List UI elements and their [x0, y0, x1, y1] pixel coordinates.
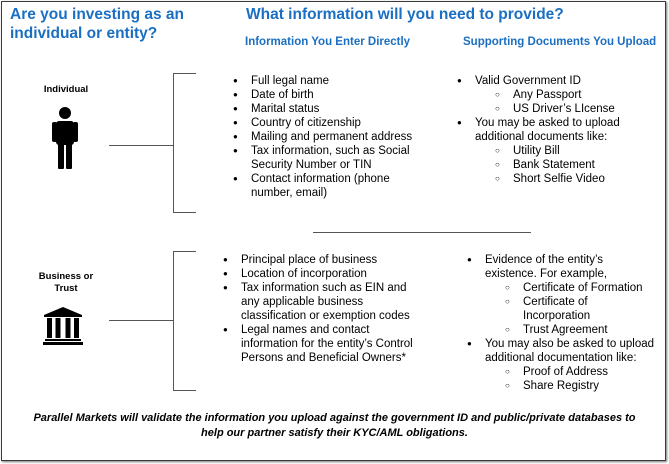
list-item — [467, 337, 657, 393]
sub-list-item: ○ US Driver’s LIcense — [475, 102, 647, 116]
individual-label: Individual — [43, 84, 89, 95]
list-item-text: You may be asked to upload additional documents like: — [475, 117, 620, 143]
list-item-text: Valid Government ID — [475, 75, 581, 87]
individual-bracket-top — [173, 73, 196, 74]
list-item — [457, 116, 647, 186]
list-item: ● Tax information such as EIN and any applicable business classification or exemption codes — [223, 281, 413, 323]
list-item: ● Full legal name — [233, 74, 418, 88]
business-upload-list — [467, 253, 657, 393]
sub-list — [485, 365, 657, 393]
list-item: ● Marital status — [233, 102, 418, 116]
list-item: ● Mailing and permanent address — [233, 130, 418, 144]
individual-upload-list — [457, 74, 647, 186]
sub-list-item: ○ Short Selfie Video — [475, 172, 647, 186]
column-heading-enter: Information You Enter Directly — [245, 36, 411, 48]
list-item — [467, 253, 657, 337]
business-bracket-top — [173, 251, 196, 252]
left-heading: Are you investing as an individual or entity? — [10, 6, 184, 42]
sub-list-item: ○ Any Passport — [475, 88, 647, 102]
list-item: ● Tax information, such as Social Security Number or TIN — [233, 144, 418, 172]
business-connector — [109, 320, 173, 321]
section-divider — [313, 232, 531, 233]
list-item: ● Legal names and contact information for the entity’s Control Persons and Beneficial Owners* — [223, 323, 413, 365]
sub-list-item: ○ Certificate of Incorporation — [485, 295, 657, 323]
sub-list-item: ○ Trust Agreement — [485, 323, 657, 337]
individual-enter-list — [233, 74, 418, 200]
business-label: Business or Trust — [38, 271, 94, 294]
sub-list-item: ○ Utility Bill — [475, 144, 647, 158]
list-item-text: Evidence of the entity’s existence. For example, — [485, 254, 608, 280]
sub-list-item: ○ Proof of Address — [485, 365, 657, 379]
list-item-text: You may also be asked to upload additional documentation like: — [485, 338, 655, 364]
list-item: ● Principal place of business — [223, 253, 413, 267]
person-icon — [50, 107, 80, 169]
individual-connector — [109, 145, 173, 146]
individual-bracket-vertical — [173, 73, 174, 213]
footer-note: Parallel Markets will validate the information you upload against the government ID and public/private databases to help our partner satisfy their KYC/AML obligations. — [33, 412, 636, 439]
list-item — [457, 74, 647, 116]
bank-building-icon — [43, 305, 83, 345]
sub-list — [475, 144, 647, 186]
column-heading-upload: Supporting Documents You Upload — [463, 36, 657, 48]
business-bracket-bottom — [173, 390, 196, 391]
business-enter-list — [223, 253, 413, 365]
right-heading: What information will you need to provide? — [246, 6, 564, 23]
sub-list-item: ○ Certificate of Formation — [485, 281, 657, 295]
list-item: ● Date of birth — [233, 88, 418, 102]
business-bracket-vertical — [173, 251, 174, 391]
list-item: ● Location of incorporation — [223, 267, 413, 281]
list-item: ● Country of citizenship — [233, 116, 418, 130]
individual-bracket-bottom — [173, 212, 196, 213]
sub-list — [475, 88, 647, 116]
sub-list-item: ○ Share Registry — [485, 379, 657, 393]
sub-list — [485, 281, 657, 337]
sub-list-item: ○ Bank Statement — [475, 158, 647, 172]
list-item: ● Contact information (phone number, email) — [233, 172, 418, 200]
